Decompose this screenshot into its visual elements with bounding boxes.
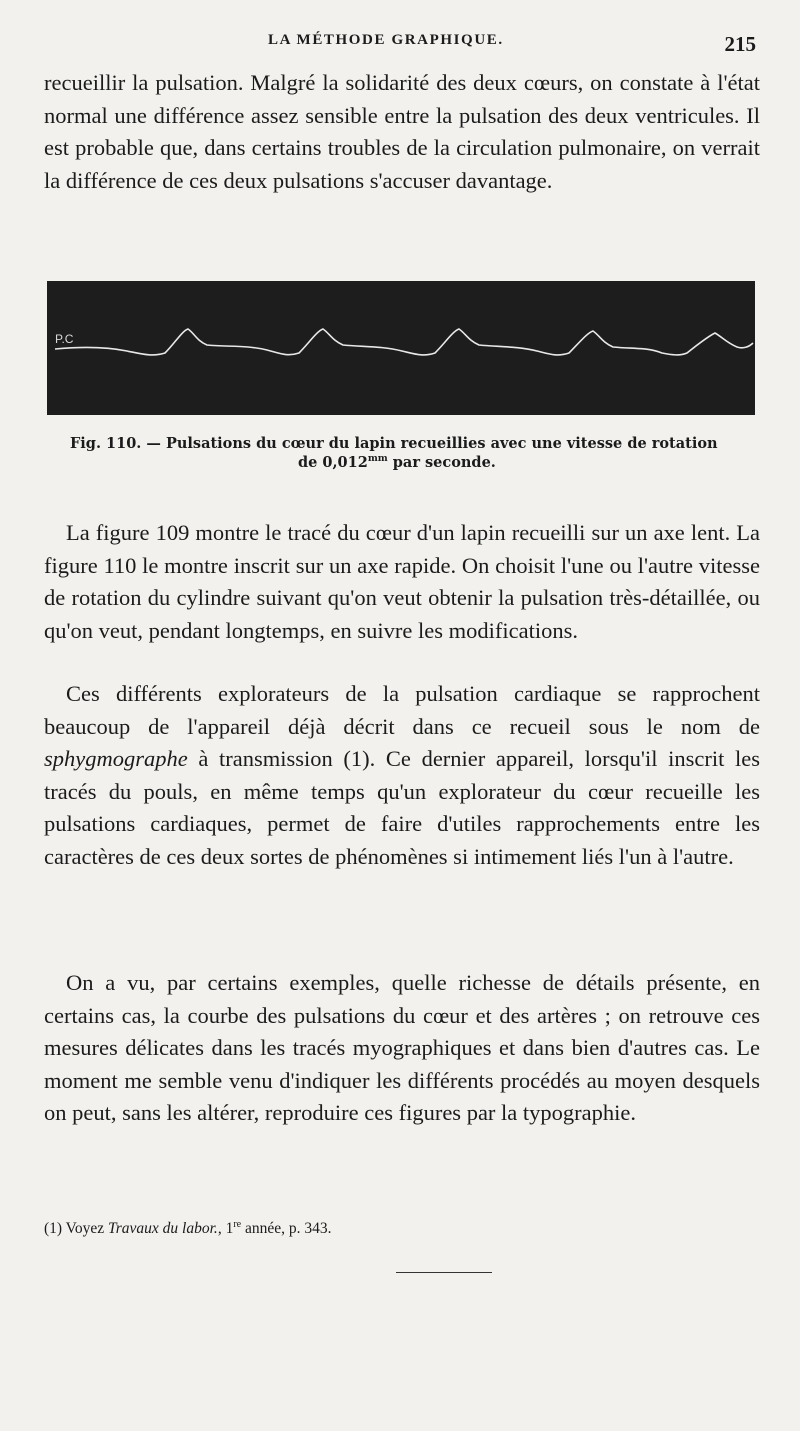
paragraph-3-italic-term: sphygmographe xyxy=(44,746,188,771)
figure-caption xyxy=(70,434,760,472)
pulse-trace-svg xyxy=(47,281,755,415)
paragraph-3 xyxy=(44,678,760,873)
paragraph-3-end: à transmission (1). Ce dernier appareil, lorsqu'il inscrit les tracés du pouls, en même temps qu'un explorateur du cœur recueille les pulsations cardiaques, permet de faire d'utiles rapprochements entre les caractères de ces deux sortes de phénomènes si intimement liés l'un à l'autre. xyxy=(44,746,760,869)
running-title: LA MÉTHODE GRAPHIQUE. xyxy=(268,32,504,48)
footnote-rule xyxy=(396,1272,492,1273)
paragraph-3-start: Ces différents explorateurs de la pulsation cardiaque se rapprochent beaucoup de l'appareil déjà décrit dans ce recueil sous le nom de xyxy=(44,681,760,739)
footnote xyxy=(44,1218,332,1240)
running-head xyxy=(0,30,800,60)
caption-unit: mm xyxy=(367,453,388,465)
footnote-marker: (1) Voyez xyxy=(44,1220,108,1237)
footnote-italic-title: Travaux du labor. xyxy=(108,1220,218,1237)
figure-110-trace xyxy=(47,281,755,415)
footnote-ordinal: 1 xyxy=(225,1220,234,1237)
paragraph-1: recueillir la pulsation. Malgré la solidarité des deux cœurs, on constate à l'état normal une différence assez sensible entre la pulsation des deux ventricules. Il est probable que, dans certains troubles de la circulation pulmonaire, on verrait la différence de ces deux pulsations s'accuser davantage. xyxy=(44,70,760,193)
paragraph-2: La figure 109 montre le tracé du cœur d'un lapin recueilli sur un axe lent. La figure 110 le montre inscrit sur un axe rapide. On choisit l'une ou l'autre vitesse de rotation du cylindre suivant qu'on veut obtenir la pulsation très-détaillée, ou qu'on veut, pendant longtemps, en suivre les modifications. xyxy=(44,520,760,643)
page-number: 215 xyxy=(724,32,756,56)
footnote-ordinal-suffix: re xyxy=(233,1218,242,1230)
footnote-comma: , xyxy=(217,1220,226,1237)
figure-number: Fig. 110. xyxy=(70,435,142,452)
caption-text-line2-post: par seconde. xyxy=(387,454,496,471)
caption-text-line2-pre: de 0,012 xyxy=(298,454,368,471)
paragraph-4: On a vu, par certains exemples, quelle richesse de détails présente, en certains cas, la courbe des pulsations du cœur et des artères ; on retrouve ces mesures délicates dans les tracés myographiques et dans bien d'autres cas. Le moment me semble venu d'indiquer les différents procédés au moyen desquels on peut, sans les altérer, reproduire ces figures par la typographie. xyxy=(44,970,760,1125)
pulse-trace-line xyxy=(55,329,753,355)
trace-label: P.C xyxy=(55,332,74,346)
footnote-rest: année, p. 343. xyxy=(241,1220,332,1237)
caption-text-line1: — Pulsations du cœur du lapin recueillies avec une vitesse de rotation xyxy=(141,435,718,452)
